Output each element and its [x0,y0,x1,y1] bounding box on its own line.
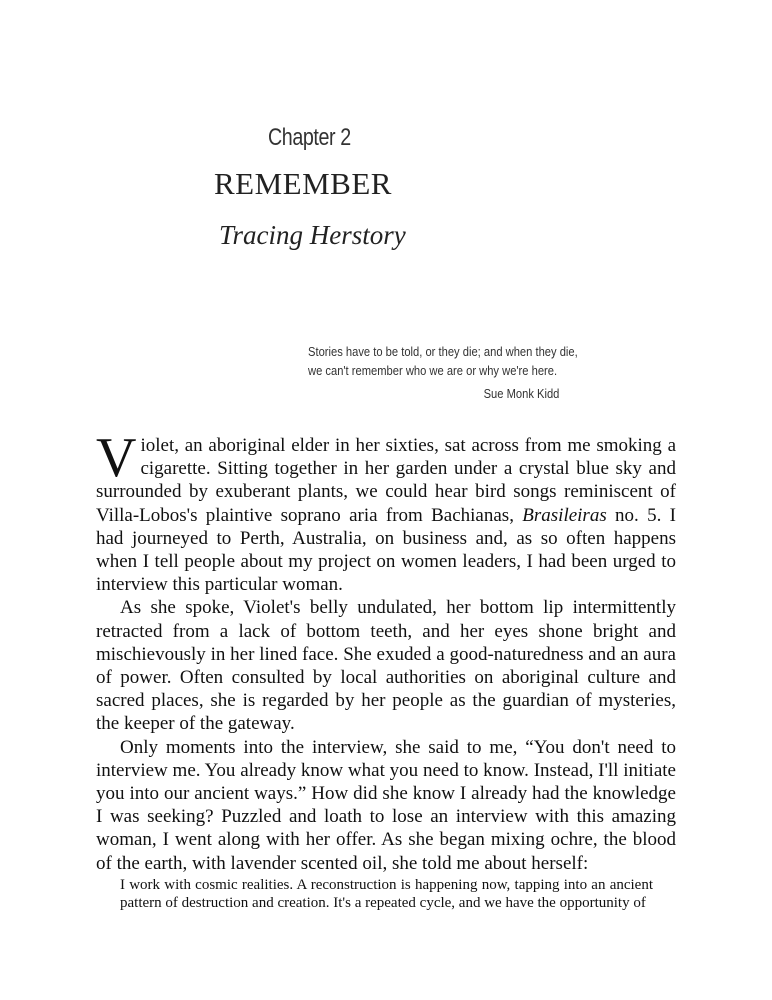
block-quote: I work with cosmic realities. A reconstruction is happening now, tapping into an ancient pattern of destruction and creation. It's a repeated cycle, and we have the opportunity of [120,877,653,911]
chapter-title: REMEMBER [214,166,392,201]
epigraph-author: Sue Monk Kidd [483,386,560,401]
chapter-label: Chapter 2 [268,124,351,151]
epigraph-line: we can't remember who we are or why we're here. [308,363,558,378]
paragraph: As she spoke, Violet's belly undulated, her bottom lip intermittently retracted from a lack of bottom teeth, and her eyes shone bright and mischievously in her lined face. She exuded a good-naturedness and an aura of power. Often consulted by local authorities on aboriginal culture and sacred places, she is regarded by her people as the guardian of mysteries, the keeper of the gateway. [96,597,676,735]
italic-title: Brasileiras [522,504,607,526]
paragraph [96,427,676,596]
paragraph: Only moments into the interview, she said to me, “You don't need to interview me. You already know what you need to know. Instead, I'll initiate you into our ancient ways.” How did she know I already had the knowledge I was seeking? Puzzled and loath to lose an interview with this amazing woman, I went along with her offer. As she began mixing ochre, the blood of the earth, with lavender scented oil, she told me about herself: [96,736,676,874]
epigraph [308,342,578,403]
drop-cap: V [96,427,137,489]
paragraph-text: iolet, an aboriginal elder in her sixties, sat across from me smoking a cigarette. Sitting together in her garden under a crystal blue sky and surrounded by exuberant plants, we could hear bird songs reminiscent of Villa-Lobos's plaintive soprano aria from Bachianas, [96,435,676,526]
epigraph-line: Stories have to be told, or they die; and when they die, [308,344,578,359]
chapter-subtitle: Tracing Herstory [219,220,406,250]
body-text [96,427,676,875]
paragraph-text: no. 5. I had journeyed to Perth, Australia, on business and, as so often happens when I tell people about my project on women leaders, I had been urged to interview this particular woman. [96,504,676,596]
